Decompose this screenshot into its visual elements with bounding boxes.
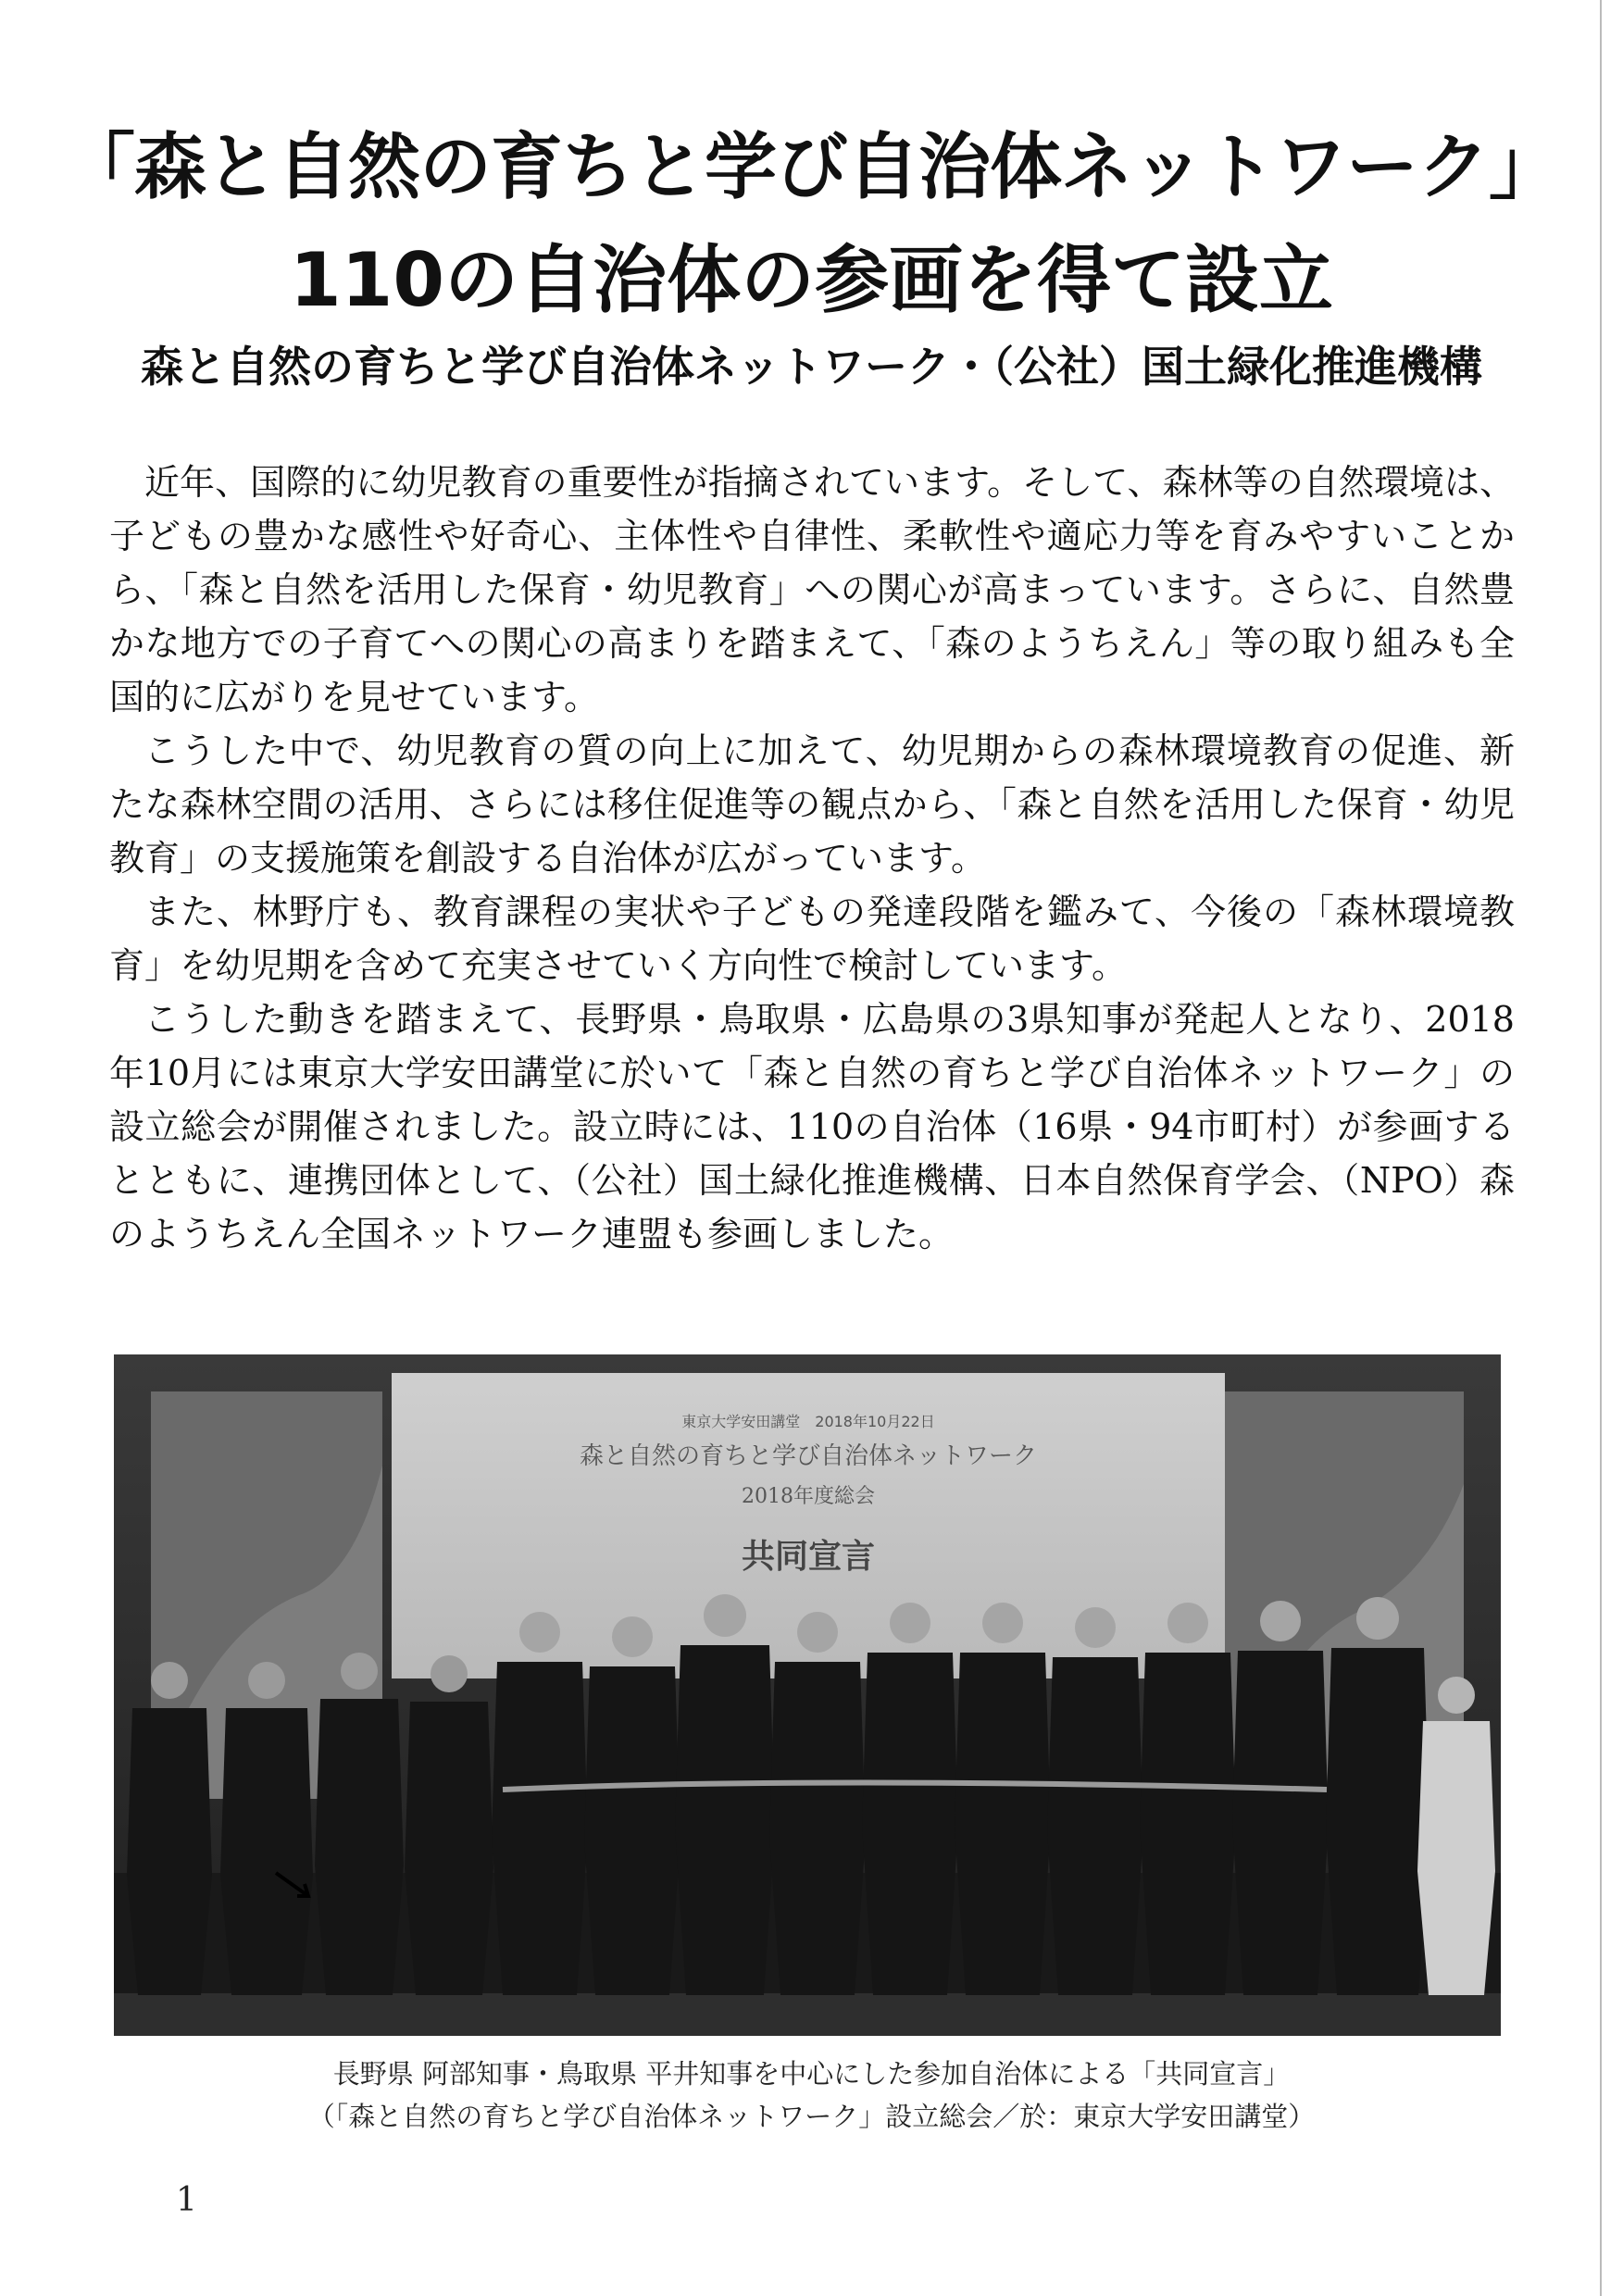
photo-caption-line-2: （「森と自然の育ちと学び自治体ネットワーク」設立総会／於：東京大学安田講堂）	[307, 2101, 1316, 2132]
page-number: 1	[176, 2181, 197, 2219]
person	[127, 1662, 212, 1995]
person	[315, 1653, 404, 1995]
paragraph-2: こうした中で、幼児教育の質の向上に加えて、幼児期からの森林環境教育の促進、新たな森林空間の活用、さらには移住促進等の観点から、「森と自然を活用した保育・幼児教育」の支援施策を創設する自治体が広がっています。	[109, 730, 1515, 879]
title-line-1: 「森と自然の育ちと学び自治体ネットワーク」	[62, 126, 1560, 209]
person	[1232, 1601, 1329, 1995]
person	[492, 1612, 588, 1995]
person	[220, 1662, 313, 1995]
person	[769, 1612, 866, 1995]
person	[1047, 1607, 1143, 1995]
event-photo	[114, 1354, 1501, 2036]
subtitle: 森と自然の育ちと学び自治体ネットワーク・（公社）国土緑化推進機構	[141, 342, 1482, 392]
title-line-2: 110の自治体の参画を得て設立	[290, 237, 1333, 323]
person	[1326, 1597, 1429, 1995]
person	[675, 1594, 775, 1995]
person	[405, 1655, 493, 1995]
page-edge-line	[1600, 0, 1602, 2296]
person	[1417, 1677, 1495, 1995]
screen-text-3: 2018年度総会	[742, 1485, 875, 1508]
person	[862, 1603, 958, 1995]
paragraph-1: 近年、国際的に幼児教育の重要性が指摘されています。そして、森林等の自然環境は、子どもの豊かな感性や好奇心、主体性や自律性、柔軟性や適応力等を育みやすいことから、「森と自然を活用した保育・幼児教育」への関心が高まっています。さらに、自然豊かな地方での子育てへの関心の高まりを踏まえて、「森のようちえん」等の取り組みも全国的に広がりを見せています。	[109, 462, 1515, 718]
paragraph-4: こうした動きを踏まえて、長野県・鳥取県・広島県の3県知事が発起人となり、2018年10月には東京大学安田講堂に於いて「森と自然の育ちと学び自治体ネットワーク」の設立総会が開催されました。設立時には、110の自治体（16県・94市町村）が参画するとともに、連携団体として、（公社）国土緑化推進機構、日本自然保育学会、（NPO）森のようちえん全国ネットワーク連盟も参画しました。	[109, 999, 1515, 1254]
person	[955, 1603, 1051, 1995]
screen-text-2: 森と自然の育ちと学び自治体ネットワーク	[579, 1442, 1038, 1470]
person	[1140, 1603, 1236, 1995]
photo-caption-line-1: 長野県 阿部知事・鳥取県 平井知事を中心にした参加自治体による「共同宣言」	[332, 2058, 1291, 2090]
screen-text-4: 共同宣言	[741, 1538, 876, 1576]
person	[584, 1616, 680, 1995]
screen-text-1: 東京大学安田講堂 2018年10月22日	[681, 1413, 935, 1430]
paragraph-3: また、林野庁も、教育課程の実状や子どもの発達段階を鑑みて、今後の「森林環境教育」を幼児期を含めて充実させていく方向性で検討しています。	[109, 892, 1515, 986]
article-body	[109, 455, 1515, 1261]
